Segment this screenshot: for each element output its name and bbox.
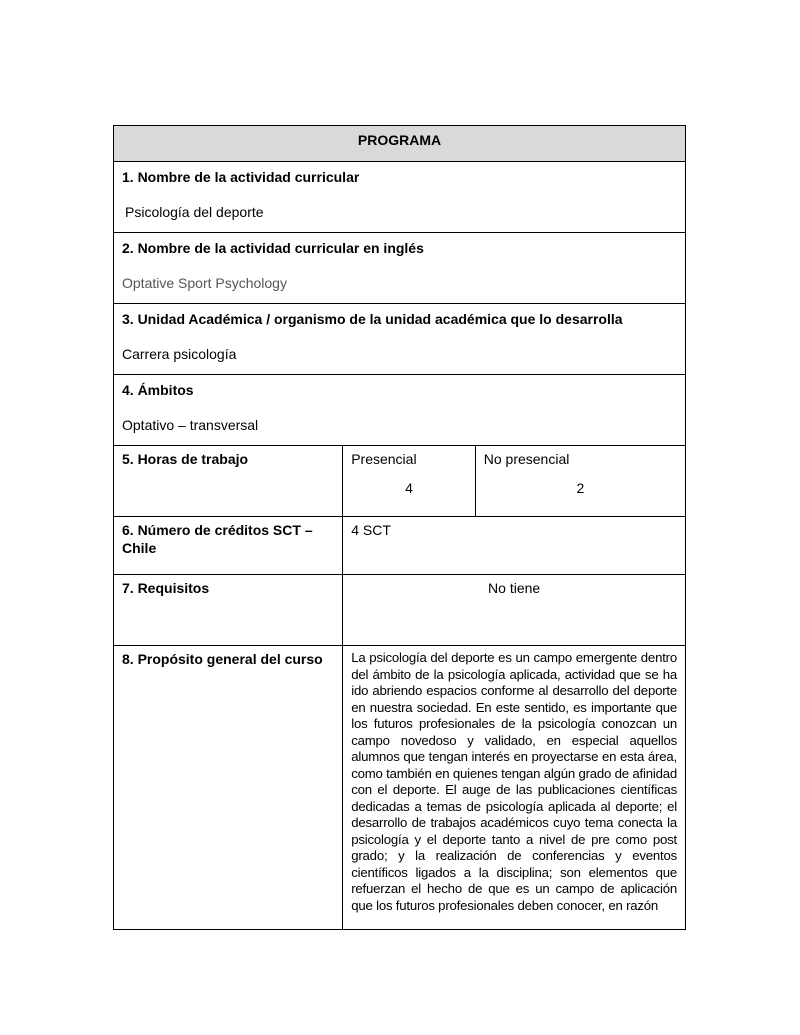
section-row-1: [114, 162, 685, 233]
section-title: 5. Horas de trabajo: [122, 451, 249, 467]
section-row-2: [114, 233, 685, 304]
section-value: Psicología del deporte: [125, 204, 264, 220]
section-row-5: [114, 446, 685, 517]
no-presencial-cell: [475, 446, 685, 516]
table-header: PROGRAMA: [357, 132, 442, 148]
section-title: 8. Propósito general del curso: [122, 651, 323, 667]
section-value: No tiene: [342, 575, 685, 645]
section-row-7: [114, 575, 685, 646]
section-value: Carrera psicología: [122, 346, 237, 362]
section-title: 2. Nombre de la actividad curricular en inglés: [122, 240, 424, 256]
program-table: [113, 125, 686, 930]
section-value: Optative Sport Psychology: [122, 275, 287, 291]
section-row-6: [114, 517, 685, 575]
section-cell: [114, 162, 685, 232]
section-cell: [114, 304, 685, 374]
no-presencial-value: 2: [576, 480, 585, 496]
section-title: 3. Unidad Académica / organismo de la unidad académica que lo desarrolla: [122, 311, 623, 327]
section-value: Optativo – transversal: [122, 417, 259, 433]
section-row-4: [114, 375, 685, 446]
section-title: 1. Nombre de la actividad curricular: [122, 169, 360, 185]
section-cell: [114, 375, 685, 445]
section-title: 7. Requisitos: [122, 580, 210, 596]
no-presencial-label: No presencial: [483, 451, 570, 467]
section-row-8: [114, 646, 685, 929]
section-title: 4. Ámbitos: [122, 382, 194, 398]
presencial-cell: [342, 446, 475, 516]
section-value: La psicología del deporte es un campo emergente dentro del ámbito de la psicología aplicada, actividad que se ha ido abriendo espacios conforme al desarrollo del deporte en nuestra sociedad. En este sentido, es importante que los futuros profesionales de la psicología conozcan un campo novedoso y validado, en especial aquellos alumnos que tengan interés en proyectarse en esta área, como también en quienes tengan algún grado de afinidad con el deporte. El auge de las publicaciones científicas dedicadas a temas de psicología aplicada al deporte; el desarrollo de trabajos académicos cuyo tema conecta la psicología y el deporte tanto a nivel de pre como post grado; y la realización de conferencias y eventos científicos ligados a la disciplina; son elementos que refuerzan el hecho de que es un campo de aplicación que los futuros profesionales deben conocer, en razón: [342, 646, 685, 929]
table-header-row: [114, 126, 685, 162]
section-value: 4 SCT: [342, 517, 685, 574]
section-row-3: [114, 304, 685, 375]
presencial-label: Presencial: [351, 451, 417, 467]
presencial-value: 4: [405, 480, 413, 496]
section-cell: [114, 233, 685, 303]
section-title: 6. Número de créditos SCT – Chile: [122, 522, 313, 556]
